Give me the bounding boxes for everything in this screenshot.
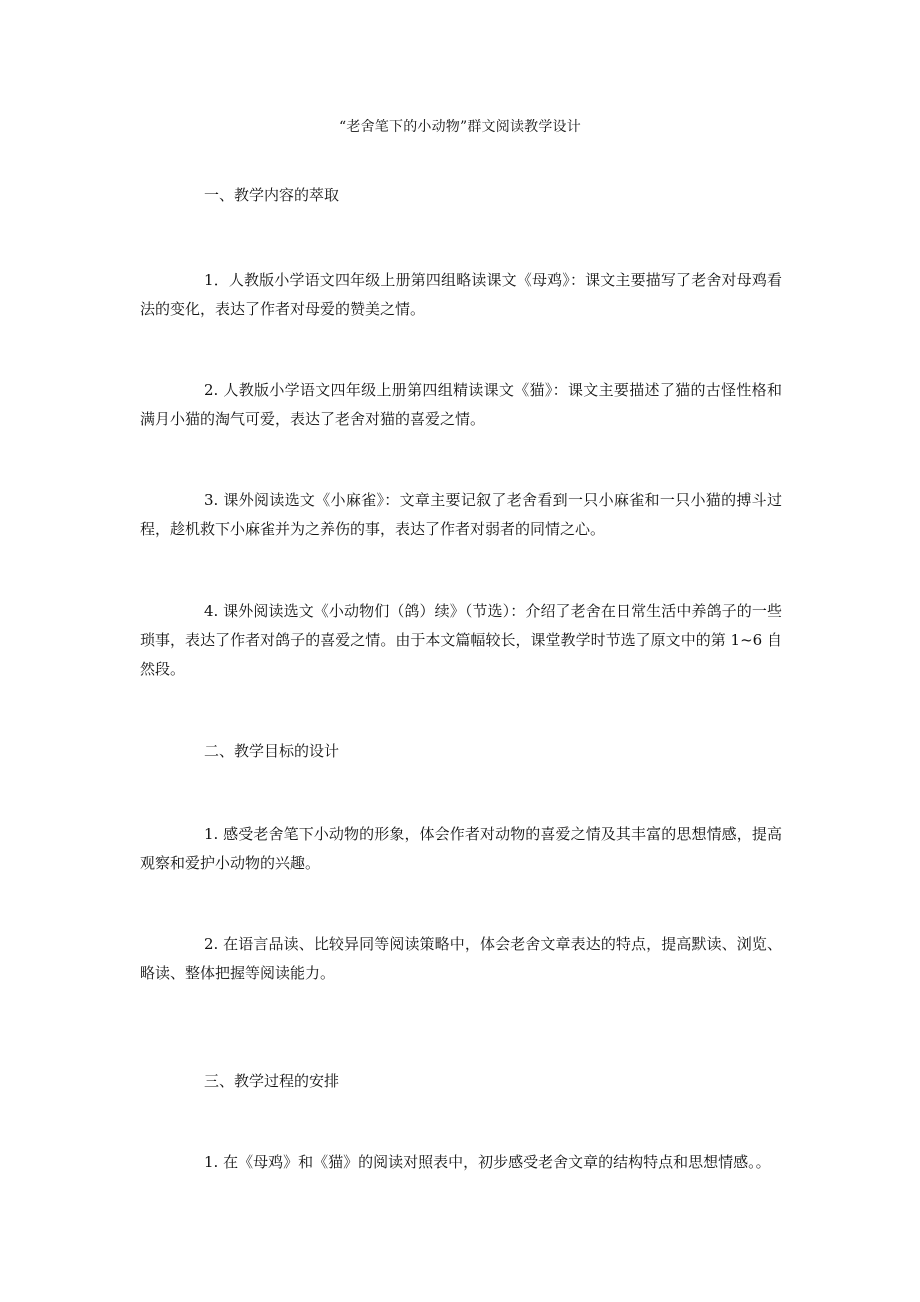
paragraph-goal-1: 1. 感受老舍笔下小动物的形象，体会作者对动物的喜爱之情及其丰富的思想情感，提高观察和爱护小动物的兴趣。 (140, 825, 782, 872)
paragraph-item-3: 3. 课外阅读选文《小麻雀》：文章主要记叙了老舍看到一只小麻雀和一只小猫的搏斗过程，趁机救下小麻雀并为之养伤的事，表达了作者对弱者的同情之心。 (140, 491, 782, 538)
section-heading-content-extraction: 一、教学内容的萃取 (204, 186, 340, 204)
document-title: “老舍笔下的小动物”群文阅读教学设计 (339, 119, 581, 135)
paragraph-item-4: 4. 课外阅读选文《小动物们（鸽）续》（节选）：介绍了老舍在日常生活中养鸽子的一些琐事，表达了作者对鸽子的喜爱之情。由于本文篇幅较长，课堂教学时节选了原文中的第 1~6 自然段。 (140, 602, 782, 678)
paragraph-item-1: 1．人教版小学语文四年级上册第四组略读课文《母鸡》：课文主要描写了老舍对母鸡看法的变化，表达了作者对母爱的赞美之情。 (140, 271, 782, 318)
paragraph-item-2: 2. 人教版小学语文四年级上册第四组精读课文《猫》：课文主要描述了猫的古怪性格和满月小猫的淘气可爱，表达了老舍对猫的喜爱之情。 (140, 381, 782, 428)
paragraph-process-1: 1. 在《母鸡》和《猫》的阅读对照表中，初步感受老舍文章的结构特点和思想情感。。 (204, 1153, 771, 1171)
section-heading-teaching-process: 三、教学过程的安排 (204, 1072, 340, 1090)
section-heading-teaching-goals: 二、教学目标的设计 (204, 742, 340, 760)
paragraph-goal-2: 2. 在语言品读、比较异同等阅读策略中，体会老舍文章表达的特点，提高默读、浏览、略读、整体把握等阅读能力。 (140, 935, 782, 982)
